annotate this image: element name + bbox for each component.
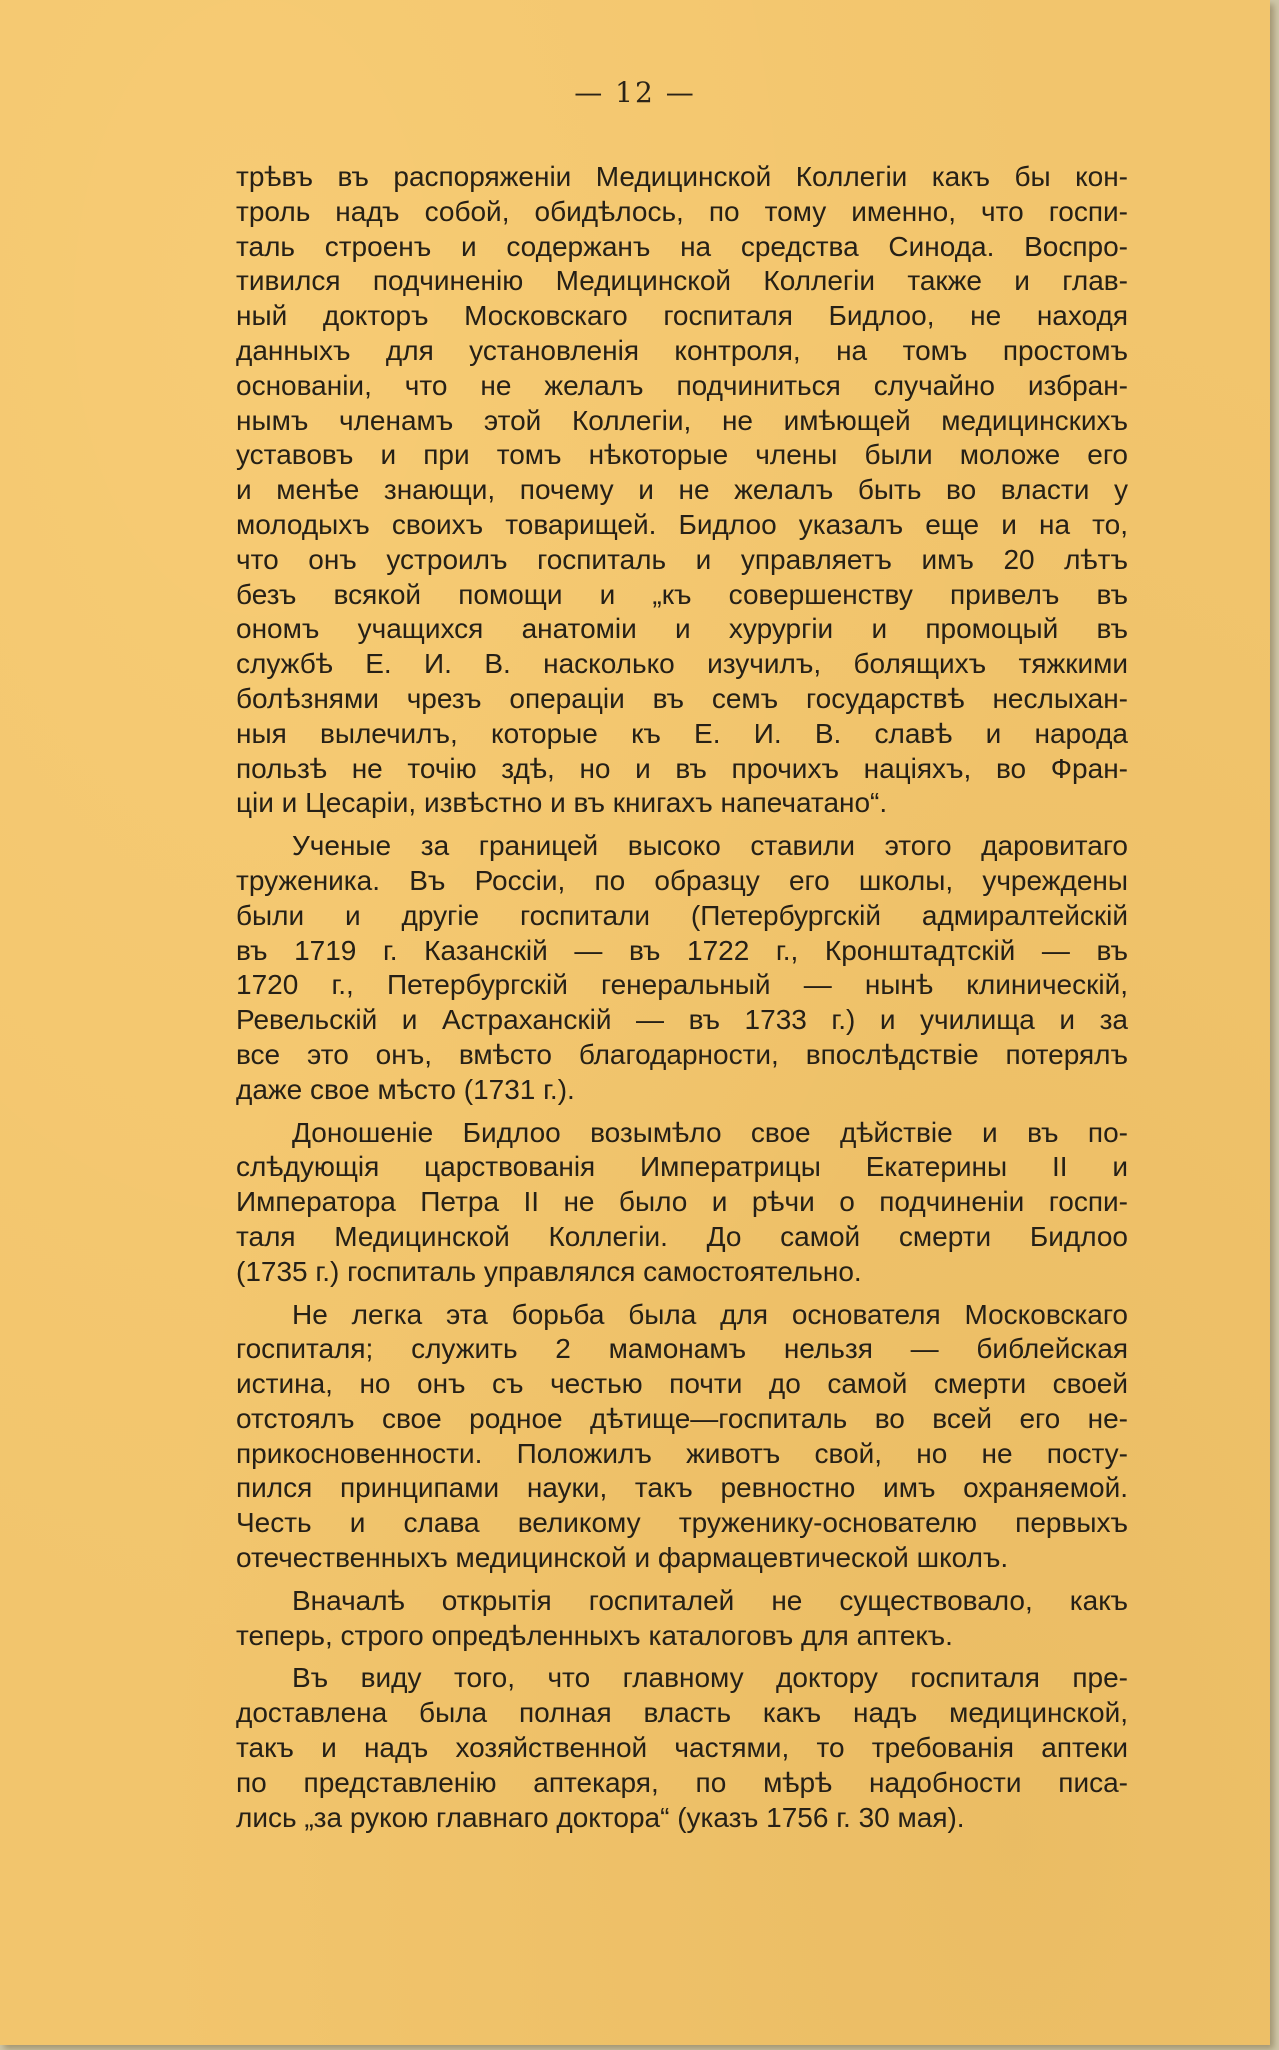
text-line: Не легка эта борьба была для основателя Московскаго <box>292 1298 1128 1330</box>
text-line: отечественныхъ медицинской и фармацевтической школъ. <box>236 1542 1009 1574</box>
text-line: безъ всякой помощи и „къ совершенству привелъ въ <box>236 578 1128 610</box>
text-line: таль строенъ и содержанъ на средства Синода. Воспро- <box>236 230 1128 262</box>
text-line: прикосновенности. Положилъ животъ свой, но не посту- <box>236 1437 1128 1469</box>
text-line: были и другіе госпитали (Петербургскій адмиралтейскій <box>236 899 1128 931</box>
paragraph <box>236 160 1128 821</box>
text-line: троль надъ собой, обидѣлось, по тому именно, что госпи- <box>236 195 1128 227</box>
text-line: Вначалѣ открытія госпиталей не существовало, какъ <box>292 1584 1128 1616</box>
text-line: такъ и надъ хозяйственной частями, то требованія аптеки <box>236 1732 1128 1764</box>
text-line: нымъ членамъ этой Коллегіи, не имѣющей медицинскихъ <box>236 404 1128 436</box>
text-line: Ученые за границей высоко ставили этого даровитаго <box>292 830 1128 862</box>
page-text <box>236 160 1128 1843</box>
text-line: слѣдующія царствованія Императрицы Екатерины II и <box>236 1151 1128 1183</box>
text-line: истина, но онъ съ честью почти до самой смерти своей <box>236 1368 1128 1400</box>
text-line: отстоялъ свое родное дѣтище—госпиталь во всей его не- <box>236 1402 1128 1434</box>
text-line: уставовъ и при томъ нѣкоторые члены были моложе его <box>236 439 1128 471</box>
text-line: Императора Петра II не было и рѣчи о подчиненіи госпи- <box>236 1186 1128 1218</box>
text-line: Доношеніе Бидлоо возымѣло свое дѣйствіе и въ по- <box>292 1116 1128 1148</box>
text-line: болѣзнями чрезъ операціи въ семъ государствѣ неслыхан- <box>236 682 1128 714</box>
text-line: даже свое мѣсто (1731 г.). <box>236 1073 575 1105</box>
paragraph <box>236 1298 1128 1576</box>
text-line: Честь и слава великому труженику-основателю первыхъ <box>236 1507 1128 1539</box>
text-line: Въ виду того, что главному доктору госпиталя пре- <box>292 1662 1128 1694</box>
text-line: ономъ учащихся анатоміи и хурургіи и промоцый въ <box>236 613 1128 645</box>
text-line: и менѣе знающи, почему и не желалъ быть во власти у <box>236 474 1128 506</box>
text-line: все это онъ, вмѣсто благодарности, впослѣдствіе потерялъ <box>236 1038 1128 1070</box>
text-line: таля Медицинской Коллегіи. До самой смерти Бидлоо <box>236 1220 1128 1252</box>
paragraph <box>236 1661 1128 1835</box>
text-line: пился принципами науки, такъ ревностно имъ охраняемой. <box>236 1472 1128 1504</box>
text-line: ныя вылечилъ, которые къ Е. И. В. славѣ и народа <box>236 717 1128 749</box>
text-line: теперь, строго опредѣленныхъ каталоговъ для аптекъ. <box>236 1619 953 1651</box>
text-line: молодыхъ своихъ товарищей. Бидлоо указалъ еще и на то, <box>236 508 1128 540</box>
text-line: труженика. Въ Россіи, по образцу его школы, учреждены <box>236 864 1128 896</box>
paragraph <box>236 1116 1128 1290</box>
text-line: тивился подчиненію Медицинской Коллегіи также и глав- <box>236 265 1128 297</box>
text-line: что онъ устроилъ госпиталь и управляетъ имъ 20 лѣтъ <box>236 543 1128 575</box>
text-line: госпиталя; служить 2 мамонамъ нельзя — библейская <box>236 1333 1128 1365</box>
text-line: Ревельскій и Астраханскій — въ 1733 г.) и училища и за <box>236 1004 1128 1036</box>
text-line: 1720 г., Петербургскій генеральный — нынѣ клиническій, <box>236 969 1128 1001</box>
text-line: ціи и Цесаріи, извѣстно и въ книгахъ напечатано“. <box>236 787 888 819</box>
text-line: по представленію аптекаря, по мѣрѣ надобности писа- <box>236 1766 1128 1798</box>
paragraph <box>236 1584 1128 1654</box>
paragraph <box>236 829 1128 1107</box>
text-line: основаніи, что не желалъ подчиниться случайно избран- <box>236 369 1128 401</box>
text-line: ный докторъ Московскаго госпиталя Бидлоо, не находя <box>236 300 1128 332</box>
text-line: (1735 г.) госпиталь управлялся самостоятельно. <box>236 1255 862 1287</box>
text-line: данныхъ для установленія контроля, на томъ простомъ <box>236 334 1128 366</box>
text-line: пользѣ не точію здѣ, но и въ прочихъ націяхъ, во Фран- <box>236 752 1128 784</box>
text-line: въ 1719 г. Казанскій — въ 1722 г., Кронштадтскій — въ <box>236 934 1128 966</box>
text-line: доставлена была полная власть какъ надъ медицинской, <box>236 1697 1128 1729</box>
page-number: — 12 — <box>574 76 696 109</box>
text-line: трѣвъ въ распоряженіи Медицинской Коллегіи какъ бы кон- <box>236 161 1128 192</box>
text-line: службѣ Е. И. В. насколько изучилъ, болящихъ тяжкими <box>236 648 1128 680</box>
text-line: лись „за рукою главнаго доктора“ (указъ 1756 г. 30 мая). <box>236 1801 965 1833</box>
